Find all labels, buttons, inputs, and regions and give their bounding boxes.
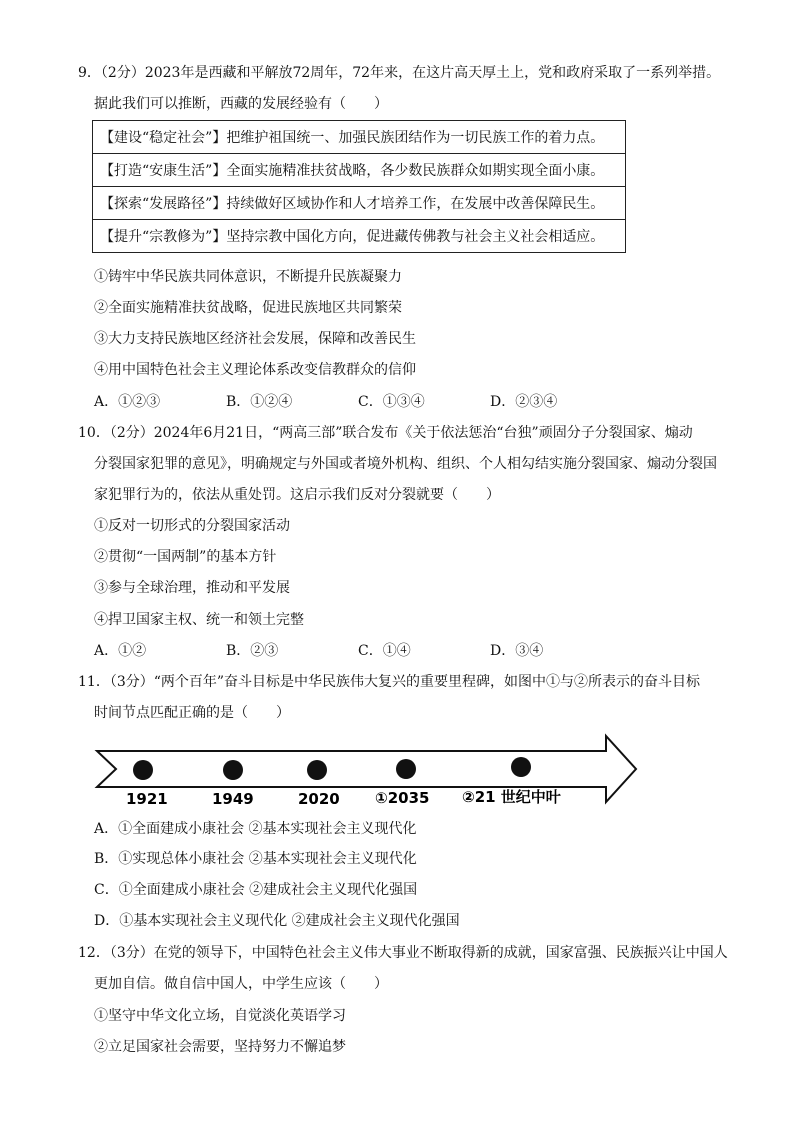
- q10-options: [94, 641, 622, 661]
- q10-option-c[interactable]: C．①④: [358, 643, 411, 659]
- q9-stem-line2: 据此我们可以推断，西藏的发展经验有（ ）: [94, 96, 388, 112]
- timeline-label-2035: ①2035: [375, 789, 430, 807]
- q12-choice-2: ②立足国家社会需要，坚持努力不懈追梦: [94, 1039, 346, 1055]
- timeline-dot-2035: [396, 759, 416, 779]
- q9-table-row: 【探索“发展路径”】持续做好区域协作和人才培养工作，在发展中改善保障民生。: [93, 187, 626, 220]
- q12-stem-line1: 12．（3分）在党的领导下，中国特色社会主义伟大事业不断取得新的成就，国家富强、民族振兴让中国人: [78, 945, 728, 961]
- q10-option-b[interactable]: B．②③: [226, 643, 279, 659]
- q9-options: [94, 392, 622, 412]
- timeline-dot-1921: [133, 760, 153, 780]
- q9-choice-2: ②全面实施精准扶贫战略，促进民族地区共同繁荣: [94, 300, 402, 316]
- q9-option-d[interactable]: D．②③④: [490, 394, 558, 410]
- q10-choice-2: ②贯彻“一国两制”的基本方针: [94, 549, 277, 565]
- q12-stem-line2: 更加自信。做自信中国人，中学生应该（ ）: [94, 976, 388, 992]
- q11-stem-line2: 时间节点匹配正确的是（ ）: [94, 705, 290, 721]
- q9-table-row: 【建设“稳定社会”】把维护祖国统一、加强民族团结作为一切民族工作的着力点。: [93, 121, 626, 154]
- q12-choice-1: ①坚守中华文化立场，自觉淡化英语学习: [94, 1008, 346, 1024]
- q9-table: [92, 120, 626, 253]
- q10-choice-1: ①反对一切形式的分裂国家活动: [94, 518, 290, 534]
- q11-option-d[interactable]: D．①基本实现社会主义现代化 ②建成社会主义现代化强国: [94, 913, 460, 929]
- q11-option-c[interactable]: C．①全面建成小康社会 ②建成社会主义现代化强国: [94, 882, 418, 898]
- q9-option-a[interactable]: A．①②③: [94, 394, 161, 410]
- q9-table-row: 【提升“宗教修为”】坚持宗教中国化方向，促进藏传佛教与社会主义社会相适应。: [93, 220, 626, 253]
- q10-stem-line3: 家犯罪行为的，依法从重处罚。这启示我们反对分裂就要（ ）: [94, 487, 500, 503]
- timeline-label-mid-century: ②21 世纪中叶: [462, 788, 561, 806]
- q9-choice-3: ③大力支持民族地区经济社会发展，保障和改善民生: [94, 331, 416, 347]
- timeline-label-1921: 1921: [126, 790, 168, 808]
- q9-stem-line1: 9．（2分）2023年是西藏和平解放72周年，72年来，在这片高天厚土上，党和政府采取了一系列举措。: [78, 65, 721, 81]
- q10-stem-line1: 10．（2分）2024年6月21日，“两高三部”联合发布《关于依法惩治“台独”顽固分子分裂国家、煽动: [78, 425, 693, 441]
- q9-choice-1: ①铸牢中华民族共同体意识，不断提升民族凝聚力: [94, 269, 402, 285]
- q10-option-a[interactable]: A．①②: [94, 643, 147, 659]
- q11-option-a[interactable]: A．①全面建成小康社会 ②基本实现社会主义现代化: [94, 821, 417, 837]
- timeline-label-1949: 1949: [212, 790, 254, 808]
- timeline-dot-1949: [223, 760, 243, 780]
- q9-table-row: 【打造“安康生活”】全面实施精准扶贫战略，各少数民族群众如期实现全面小康。: [93, 154, 626, 187]
- q11-option-b[interactable]: B．①实现总体小康社会 ②基本实现社会主义现代化: [94, 851, 417, 867]
- q10-stem-line2: 分裂国家犯罪的意见》，明确规定与外国或者境外机构、组织、个人相勾结实施分裂国家、煽动分裂国: [94, 456, 717, 472]
- q10-choice-3: ③参与全球治理，推动和平发展: [94, 580, 290, 596]
- q11-stem-line1: 11．（3分）“两个百年”奋斗目标是中华民族伟大复兴的重要里程碑，如图中①与②所表示的奋斗目标: [78, 674, 701, 690]
- q10-choice-4: ④捍卫国家主权、统一和领土完整: [94, 612, 304, 628]
- timeline-label-2020: 2020: [298, 790, 340, 808]
- q9-option-b[interactable]: B．①②④: [226, 394, 293, 410]
- timeline-diagram: [94, 732, 640, 814]
- q10-option-d[interactable]: D．③④: [490, 643, 544, 659]
- q9-option-c[interactable]: C．①③④: [358, 394, 425, 410]
- timeline-dot-2020: [307, 760, 327, 780]
- q9-choice-4: ④用中国特色社会主义理论体系改变信教群众的信仰: [94, 362, 416, 378]
- timeline-dot-mid-century: [511, 757, 531, 777]
